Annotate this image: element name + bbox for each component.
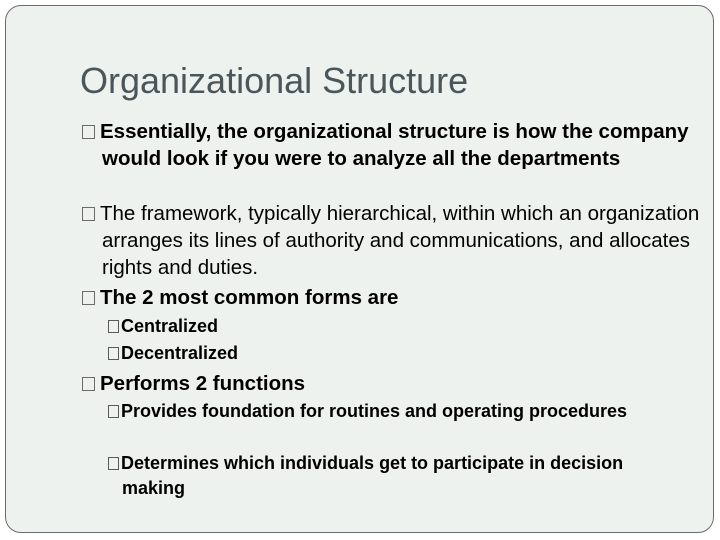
square-bullet-icon bbox=[82, 207, 95, 221]
sub-bullet-text: Centralized bbox=[121, 316, 219, 336]
bullet-text: Essentially, the organizational structure is how the company would look if you were to analyze all the departments bbox=[100, 120, 689, 170]
sub-bullet-item bbox=[108, 341, 682, 366]
sub-bullet-item bbox=[108, 399, 682, 424]
bullet-item bbox=[82, 284, 702, 311]
small-square-bullet-icon bbox=[108, 320, 119, 333]
square-bullet-icon bbox=[82, 377, 95, 391]
sub-bullet-text: Determines which individuals get to participate in decision making bbox=[121, 453, 624, 498]
bullet-item bbox=[82, 370, 702, 397]
bullet-text: The framework, typically hierarchical, within which an organization arranges its lines of authority and communications, and allocates rights and duties. bbox=[100, 202, 700, 279]
sub-bullet-item bbox=[108, 451, 682, 500]
square-bullet-icon bbox=[82, 291, 95, 305]
small-square-bullet-icon bbox=[108, 457, 119, 470]
sub-bullet-text: Decentralized bbox=[121, 343, 239, 363]
bullet-text: Performs 2 functions bbox=[100, 372, 306, 395]
sub-bullet-item bbox=[108, 314, 682, 339]
bullet-text: The 2 most common forms are bbox=[100, 286, 399, 309]
bullet-item bbox=[82, 200, 702, 281]
slide-title: Organizational Structure bbox=[80, 60, 469, 101]
small-square-bullet-icon bbox=[108, 405, 119, 418]
sub-bullet-text: Provides foundation for routines and operating procedures bbox=[121, 401, 628, 421]
small-square-bullet-icon bbox=[108, 347, 119, 360]
bullet-item bbox=[82, 118, 702, 172]
square-bullet-icon bbox=[82, 125, 95, 139]
